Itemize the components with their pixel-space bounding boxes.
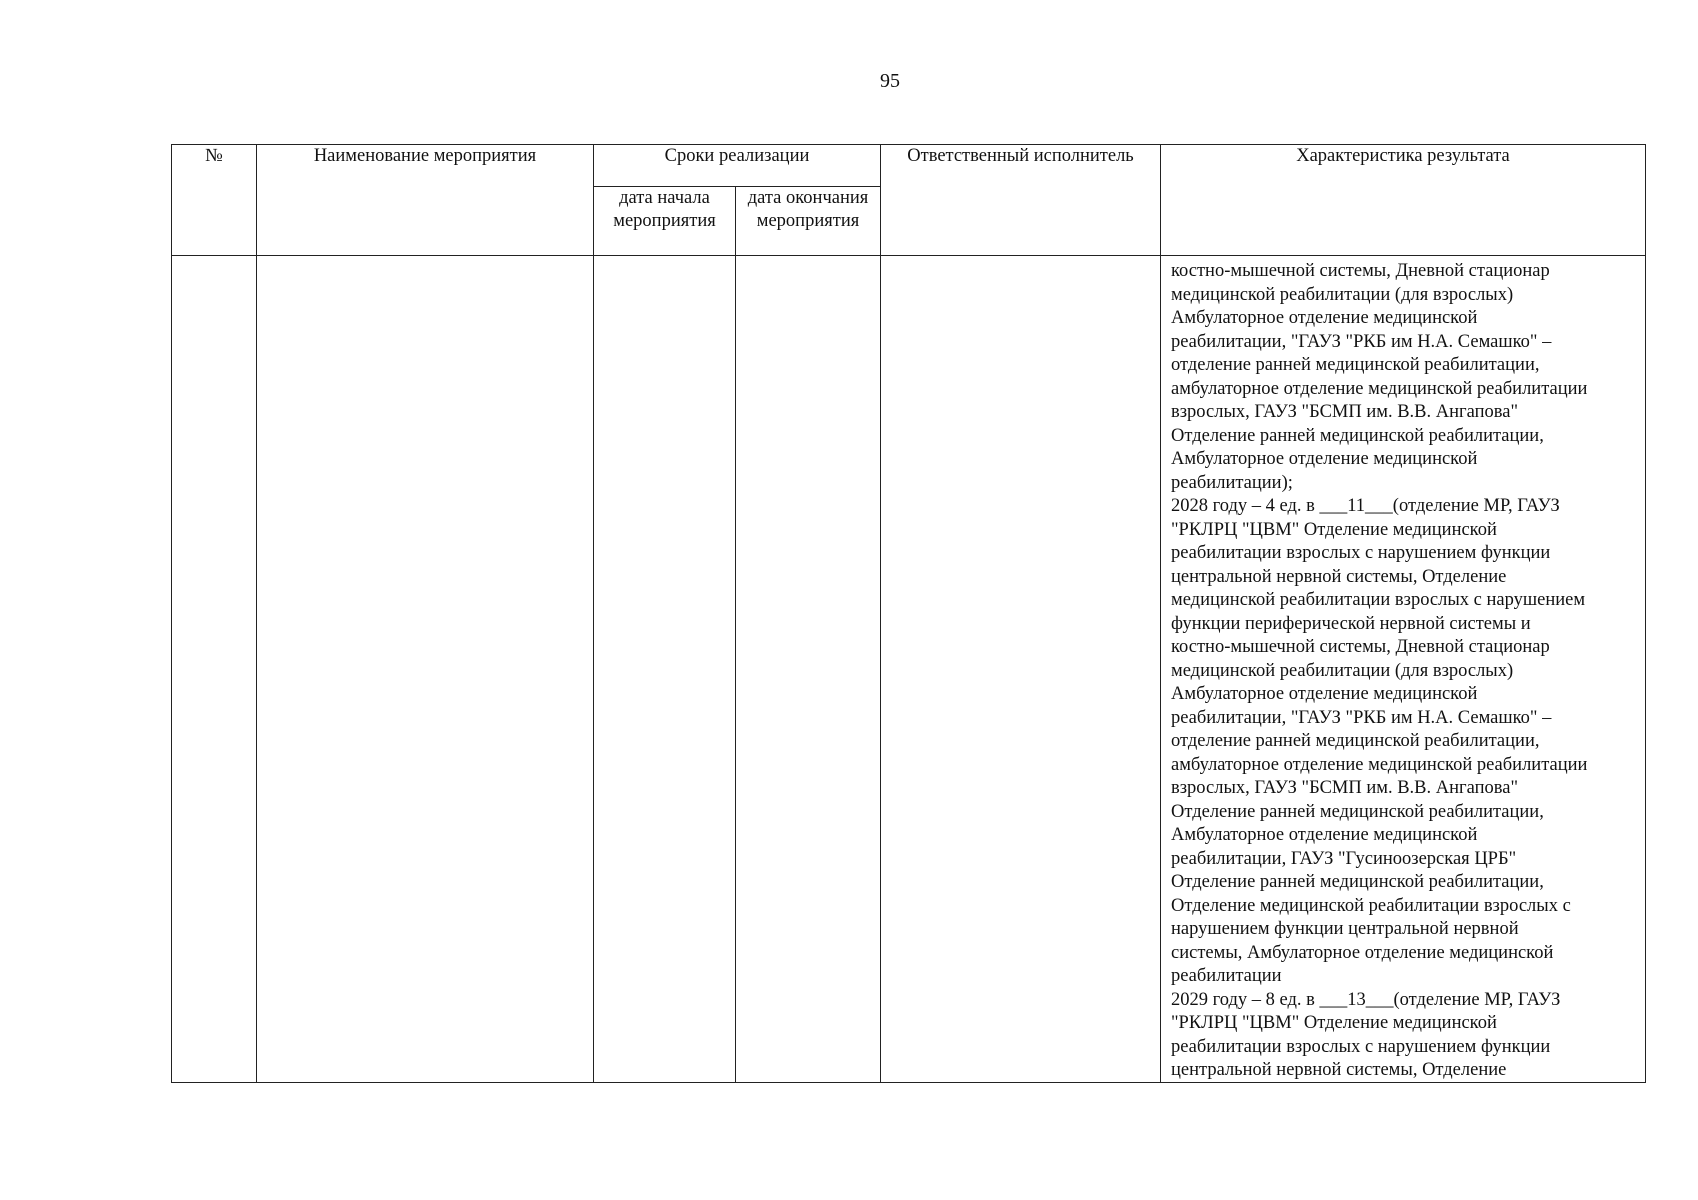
result-line: нарушением функции центральной нервной xyxy=(1171,919,1519,939)
result-line: Отделение ранней медицинской реабилитации, xyxy=(1171,425,1544,446)
result-line: центральной нервной системы, Отделение xyxy=(1171,1060,1507,1080)
header-terms: Сроки реализации xyxy=(594,145,881,187)
page-number: 95 xyxy=(880,70,900,92)
result-line: амбулаторное отделение медицинской реабилитации xyxy=(1171,378,1588,399)
cell-activity-name xyxy=(257,256,594,1083)
table-row xyxy=(172,256,1646,1083)
result-line: Амбулаторное отделение медицинской xyxy=(1171,684,1478,704)
result-line: реабилитации, "ГАУЗ "РКБ им Н.А. Семашко" – xyxy=(1171,707,1552,728)
header-activity-name: Наименование мероприятия xyxy=(257,145,594,256)
result-line: взрослых, ГАУЗ "БСМП им. В.В. Ангапова" xyxy=(1171,778,1518,798)
header-number: № xyxy=(172,145,257,256)
header-responsible: Ответственный исполнитель xyxy=(881,145,1161,256)
result-line: амбулаторное отделение медицинской реабилитации xyxy=(1171,754,1588,775)
result-line: медицинской реабилитации (для взрослых) xyxy=(1171,284,1514,305)
result-line: Отделение медицинской реабилитации взрослых с xyxy=(1171,895,1571,916)
cell-start-date xyxy=(594,256,736,1083)
result-line: отделение ранней медицинской реабилитации, xyxy=(1171,355,1540,375)
result-line: Амбулаторное отделение медицинской xyxy=(1171,308,1478,328)
result-line: костно-мышечной системы, Дневной стационар xyxy=(1171,637,1550,657)
result-text xyxy=(1161,256,1645,1082)
result-line: 2028 году – 4 ед. в ___11___(отделение МР, ГАУЗ xyxy=(1171,496,1560,516)
header-result: Характеристика результата xyxy=(1161,145,1646,256)
result-line: Отделение ранней медицинской реабилитации, xyxy=(1171,801,1544,822)
result-line: реабилитации xyxy=(1171,966,1282,986)
result-line: реабилитации взрослых с нарушением функции xyxy=(1171,1036,1551,1057)
result-line: реабилитации, "ГАУЗ "РКБ им Н.А. Семашко" – xyxy=(1171,331,1552,352)
result-line: системы, Амбулаторное отделение медицинской xyxy=(1171,942,1554,963)
result-line: костно-мышечной системы, Дневной стационар xyxy=(1171,261,1550,281)
result-line: центральной нервной системы, Отделение xyxy=(1171,566,1507,587)
result-line: функции периферической нервной системы и xyxy=(1171,613,1531,634)
result-line: "РКЛРЦ "ЦВМ" Отделение медицинской xyxy=(1171,519,1497,540)
result-line: Амбулаторное отделение медицинской xyxy=(1171,449,1478,469)
result-line: реабилитации); xyxy=(1171,472,1293,493)
result-line: реабилитации взрослых с нарушением функции xyxy=(1171,543,1551,563)
result-line: реабилитации, ГАУЗ "Гусиноозерская ЦРБ" xyxy=(1171,848,1517,869)
cell-number xyxy=(172,256,257,1083)
result-line: взрослых, ГАУЗ "БСМП им. В.В. Ангапова" xyxy=(1171,402,1518,422)
header-end-date: дата окончания мероприятия xyxy=(736,187,881,256)
result-line: 2029 году – 8 ед. в ___13___(отделение МР, ГАУЗ xyxy=(1171,989,1561,1010)
result-line: медицинской реабилитации взрослых с нарушением xyxy=(1171,590,1586,610)
result-line: Отделение ранней медицинской реабилитации, xyxy=(1171,872,1544,892)
result-line: медицинской реабилитации (для взрослых) xyxy=(1171,660,1514,681)
activity-table xyxy=(171,144,1646,1083)
result-line: отделение ранней медицинской реабилитации, xyxy=(1171,731,1540,751)
header-start-date: дата начала мероприятия xyxy=(594,187,736,256)
result-line: "РКЛРЦ "ЦВМ" Отделение медицинской xyxy=(1171,1013,1497,1033)
cell-end-date xyxy=(736,256,881,1083)
cell-responsible xyxy=(881,256,1161,1083)
result-line: Амбулаторное отделение медицинской xyxy=(1171,825,1478,845)
cell-result xyxy=(1161,256,1646,1083)
